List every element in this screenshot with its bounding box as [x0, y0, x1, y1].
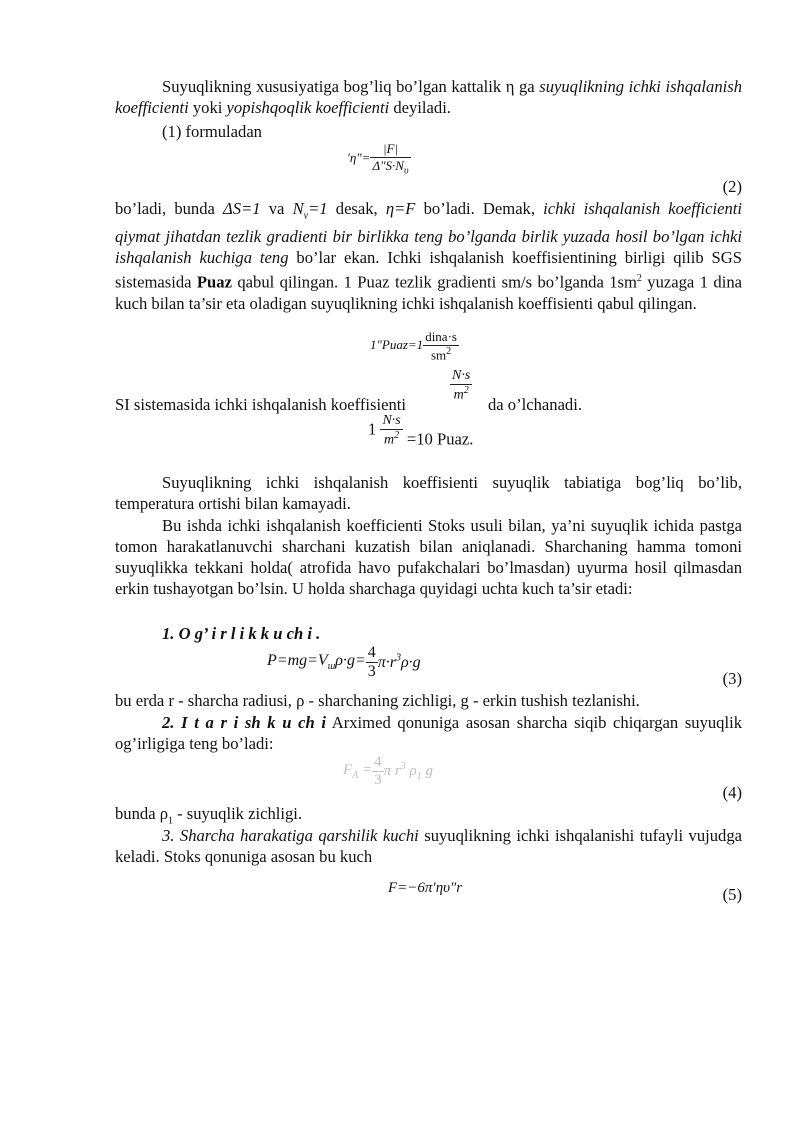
paragraph-definition: Suyuqlikning xususiyatiga bog’liq bo’lgan kattalik η ga suyuqlikning ichki ishqalanish koefficienti yoki yopishqoqlik koefficienti deyiladi.	[115, 77, 743, 117]
equation-puaz: 1″Puaz=1 $\frac{\text{dina·s}}{sm^2}$	[370, 329, 457, 363]
equation-4: $F_A$ = $\frac{4}{3}$ π $r^3$ $\rho_1$ g	[343, 754, 433, 788]
paragraph-stokes-method: Bu ishda ichki ishqalanish koefficienti Stoks usuli bilan, ya’ni suyuqlik ichida pastga tomon harakatlanuvchi sharchani kuzatish bilan aniqlanadi. Sharchaning hamma tomoni suyuqlikka tekkani holda( atrofida havo pufakchalari bo’lmasdan) uyurma hosil qilmasdan erkin tushayotgan bo’lsin. U holda sharchaga quyidagi uchta kuch ta’sir etadi:	[115, 516, 742, 598]
paragraph-variables: bu erda r - sharcha radiusi, ρ - sharchaning zichligi, g - erkin tushish tezlanishi.	[115, 691, 640, 710]
equation-2: ′η″= $\frac{|F|}{\Delta''S\cdot N_\upsilon}$	[347, 141, 409, 177]
equation-5: F=−6π′ηυ″r	[388, 880, 463, 896]
equation-number-3: (3)	[722, 669, 742, 688]
equation-si-puaz: 1 $\frac{N\cdot s}{m^2}$ =10 Puaz.	[368, 413, 474, 449]
paragraph-viscosity-unit: bo’ladi, bunda ΔS=1 va $N_v=1$ desak, η=F bo’ladi. Demak, ichki ishqalanish koefficienti qiymat jihatdan tezlik gradienti bir birlikka teng bo’lganda birlik yuzada hosil bo’lgan ichki ishqalanish kuchiga teng bo’lar ekan. Ichki ishqalanish koeffisientining birligi qilib SGS sistemasida Puaz qabul qilingan. 1 Puaz tezlik gradienti sm/s bo’lganda $1sm^2$ yuzaga 1 dina kuch bilan ta’sir eta oladigan suyuqlikning ichki ishqalanish koeffisienti qabul qilingan.	[115, 199, 743, 313]
paragraph-si-units-tail: da o’lchanadi.	[488, 395, 582, 414]
equation-number-5: (5)	[722, 885, 742, 904]
paragraph-si-units: SI sistemasida ichki ishqalanish koeffisienti	[115, 395, 406, 414]
item-buoyancy-force: 2. I t a r i sh k u ch i Arximed qonuniga asosan sharcha siqib chiqargan suyuqlik og’irligiga teng bo’ladi:	[115, 713, 742, 753]
item-drag-force: 3. Sharcha harakatiga qarshilik kuchi suyuqlikning ichki ishqalanishi tufayli vujudga keladi. Stoks qonuniga asosan bu kuch	[115, 826, 742, 866]
paragraph-temperature: Suyuqlikning ichki ishqalanish koeffisienti suyuqlik tabiatiga bog’liq bo’lib, temperatura ortishi bilan kamayadi.	[115, 473, 742, 513]
equation-number-4: (4)	[722, 783, 742, 802]
paragraph-from-formula: (1) formuladan	[162, 122, 262, 141]
paragraph-liquid-density: bunda $\rho_1$ - suyuqlik zichligi.	[115, 804, 303, 827]
equation-3: $P=mg=V_ш\rho\cdot g=$ $\frac{4}{3}$ $\pi\cdot r^3\rho\cdot g$	[267, 644, 421, 680]
equation-number-2: (2)	[722, 177, 742, 196]
item-gravity-force: 1. O g’ i r l i k k u ch i .	[162, 624, 321, 643]
fraction-si-unit: $\frac{N\cdot s}{m^2}$	[452, 368, 471, 403]
